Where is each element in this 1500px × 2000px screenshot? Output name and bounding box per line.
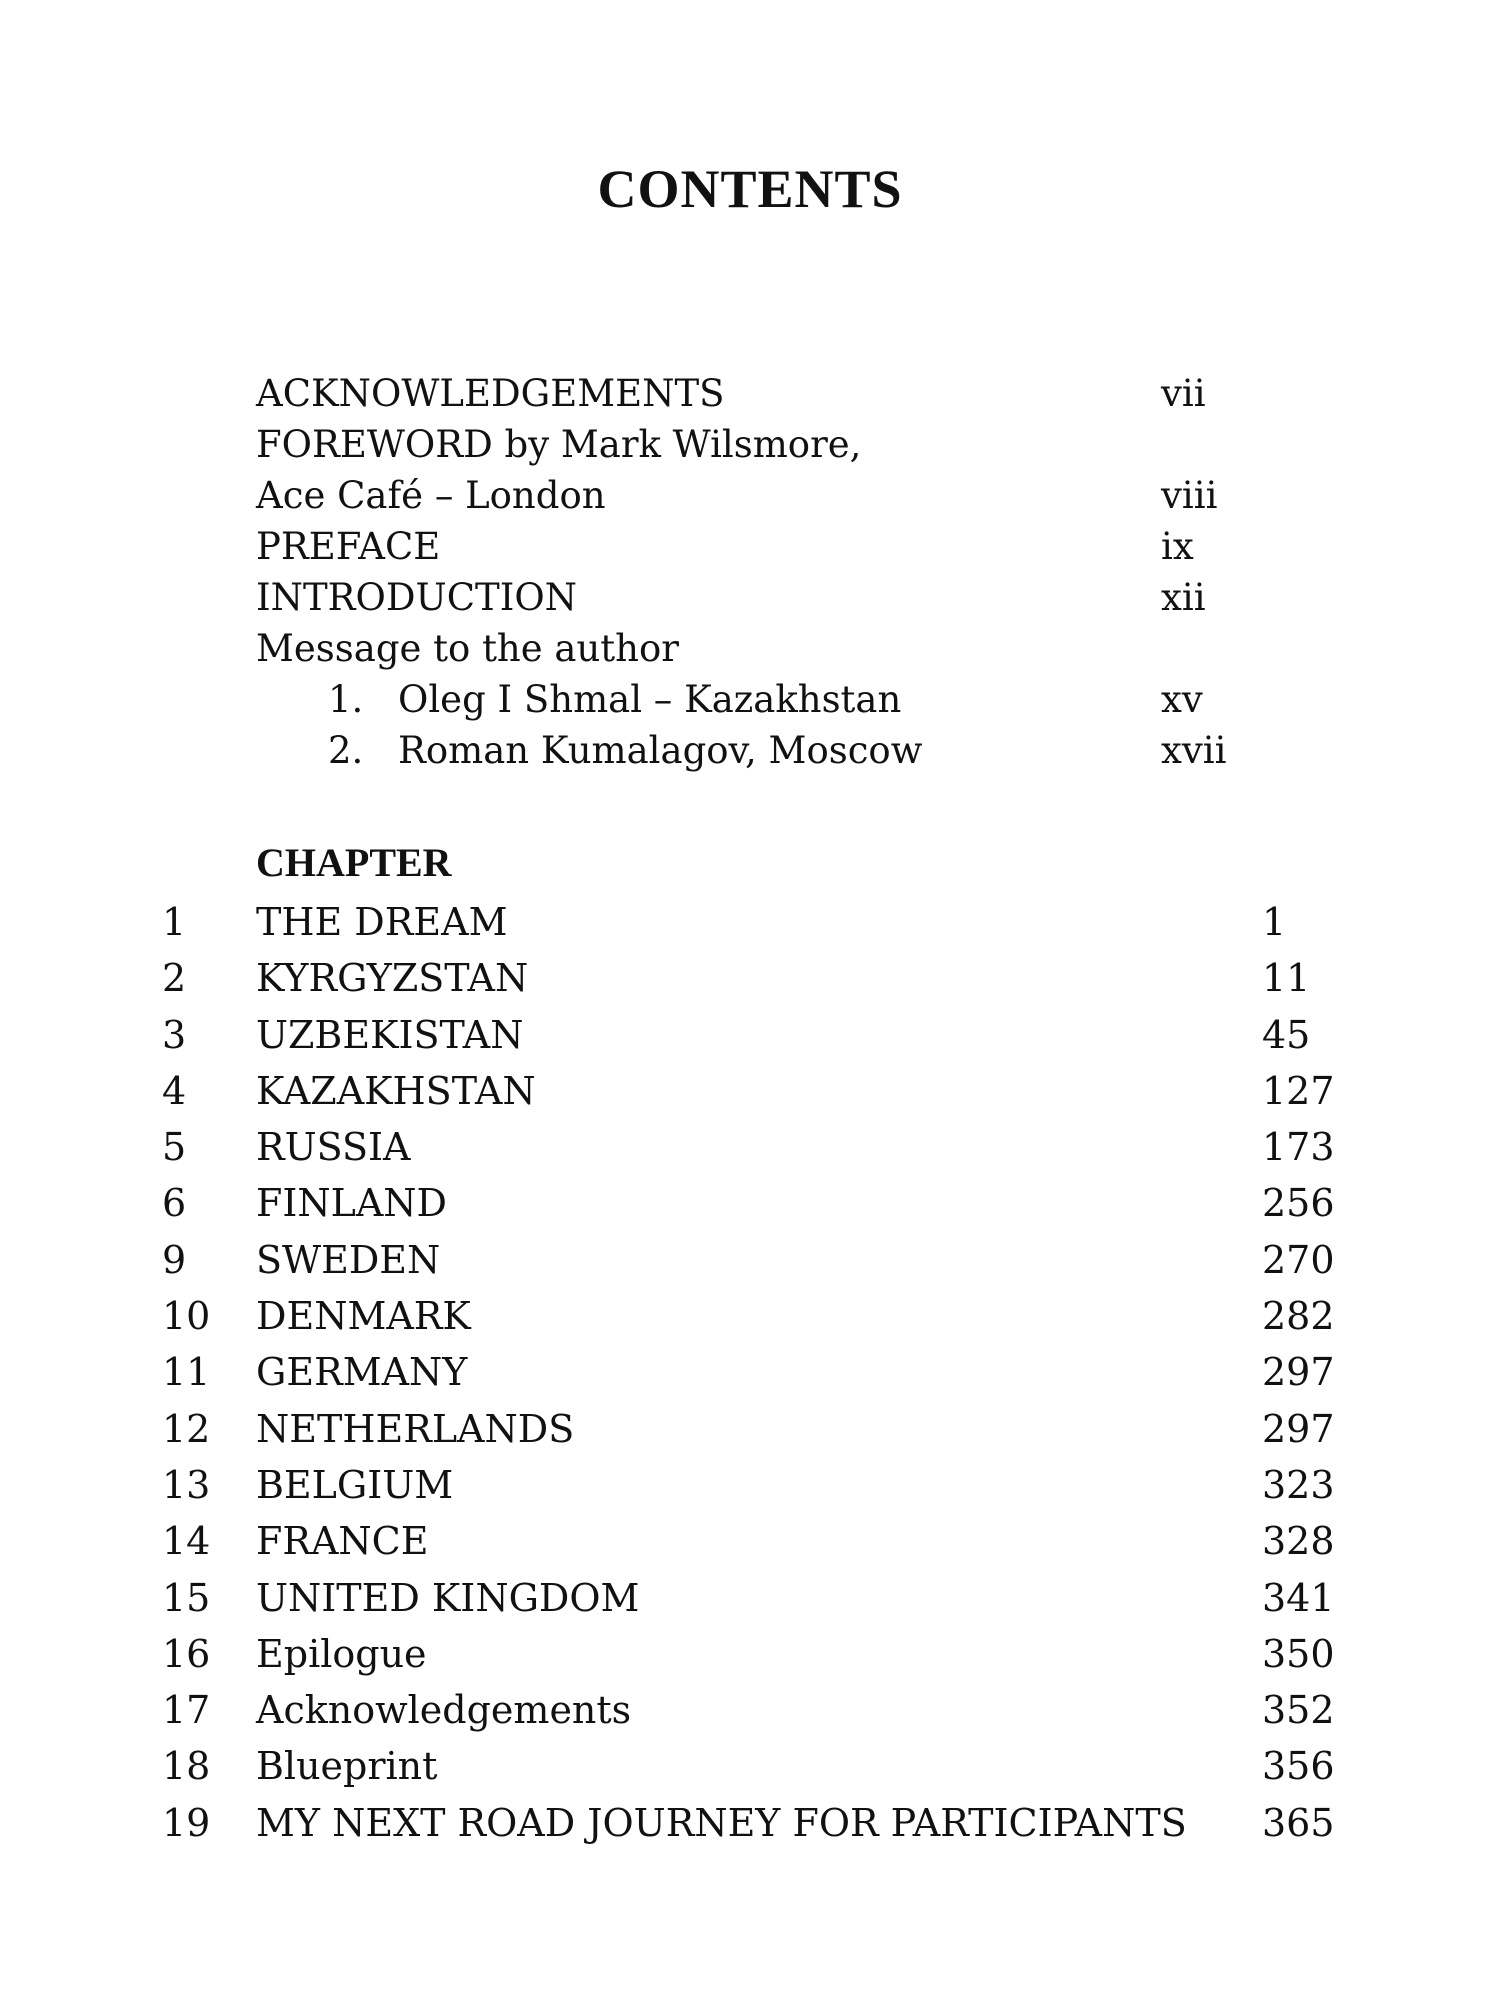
chapter-title: FINLAND: [256, 1181, 448, 1226]
toc-entry: [256, 521, 1256, 572]
chapter-page: 1: [1262, 900, 1287, 944]
page-title: CONTENTS: [597, 159, 903, 219]
chapter-entry: [162, 1007, 1362, 1063]
chapter-page: 297: [1262, 1350, 1335, 1395]
toc-entry-page: vii: [1161, 372, 1206, 415]
chapter-entry: [162, 1119, 1362, 1175]
chapter-number: 10: [162, 1294, 211, 1339]
chapter-page: 328: [1262, 1519, 1335, 1564]
chapter-number: 2: [162, 956, 187, 1001]
chapter-title: DENMARK: [256, 1294, 471, 1339]
toc-entry-page: ix: [1161, 525, 1194, 568]
toc-entry-label: INTRODUCTION: [256, 576, 578, 619]
chapter-page: 173: [1262, 1125, 1335, 1170]
toc-subentry-number: 1.: [328, 678, 364, 721]
chapter-title: NETHERLANDS: [256, 1406, 575, 1451]
toc-entry-label: FOREWORD by Mark Wilsmore,: [256, 423, 862, 466]
chapter-number: 13: [162, 1462, 211, 1507]
chapter-number: 11: [162, 1350, 211, 1395]
chapter-number: 18: [162, 1744, 211, 1789]
chapter-entry: [162, 894, 1362, 950]
chapter-number: 6: [162, 1181, 187, 1226]
chapter-title: GERMANY: [256, 1350, 468, 1395]
chapter-number: 9: [162, 1237, 187, 1282]
toc-entry-label: PREFACE: [256, 525, 441, 568]
chapter-title: SWEDEN: [256, 1237, 441, 1282]
chapter-title: THE DREAM: [256, 900, 508, 944]
chapter-title: FRANCE: [256, 1519, 429, 1564]
chapter-number: 14: [162, 1519, 211, 1564]
chapter-title: MY NEXT ROAD JOURNEY FOR PARTICIPANTS: [256, 1800, 1187, 1845]
chapter-page: 365: [1262, 1800, 1335, 1845]
toc-entry: [256, 368, 1256, 419]
chapter-entry: [162, 1288, 1362, 1344]
toc-entry: [256, 623, 1256, 674]
toc-subentry-page: xvii: [1161, 729, 1227, 772]
chapter-heading: CHAPTER: [256, 840, 452, 885]
chapter-page: 127: [1262, 1068, 1335, 1113]
toc-entry: [256, 572, 1256, 623]
chapter-entry: [162, 1626, 1362, 1682]
toc-entry-label: Ace Café – London: [256, 474, 606, 517]
toc-entry-label: Message to the author: [256, 627, 679, 670]
chapter-entry: [162, 1738, 1362, 1794]
chapter-title: RUSSIA: [256, 1125, 411, 1170]
chapter-entry: [162, 1795, 1362, 1851]
chapter-page: 11: [1262, 956, 1311, 1001]
toc-subentry-label: Oleg I Shmal – Kazakhstan: [398, 678, 902, 721]
chapter-page: 297: [1262, 1406, 1335, 1451]
chapter-page: 356: [1262, 1744, 1335, 1789]
chapter-page: 45: [1262, 1012, 1311, 1057]
toc-subentry: [256, 725, 1256, 776]
chapter-entry: [162, 1232, 1362, 1288]
toc-entry-label: ACKNOWLEDGEMENTS: [256, 372, 725, 415]
chapter-entry: [162, 1513, 1362, 1569]
chapter-list: [162, 894, 1362, 1851]
chapter-number: 1: [162, 900, 187, 944]
chapter-number: 12: [162, 1406, 211, 1451]
chapter-entry: [162, 1570, 1362, 1626]
chapter-page: 341: [1262, 1575, 1335, 1620]
chapter-entry: [162, 1457, 1362, 1513]
chapter-page: 282: [1262, 1294, 1335, 1339]
chapter-title: Acknowledgements: [256, 1688, 632, 1733]
chapter-entry: [162, 1401, 1362, 1457]
chapter-number: 4: [162, 1068, 187, 1113]
toc-entry: [256, 470, 1256, 521]
chapter-page: 350: [1262, 1631, 1335, 1676]
chapter-title: UZBEKISTAN: [256, 1012, 524, 1057]
chapter-number: 3: [162, 1012, 187, 1057]
toc-subentry-label: Roman Kumalagov, Moscow: [398, 729, 923, 772]
chapter-title: UNITED KINGDOM: [256, 1575, 640, 1620]
chapter-number: 15: [162, 1575, 211, 1620]
chapter-title: Epilogue: [256, 1631, 427, 1676]
chapter-number: 16: [162, 1631, 211, 1676]
chapter-title: KAZAKHSTAN: [256, 1068, 536, 1113]
chapter-title: Blueprint: [256, 1744, 438, 1789]
chapter-title: KYRGYZSTAN: [256, 956, 529, 1001]
chapter-entry: [162, 1682, 1362, 1738]
chapter-entry: [162, 950, 1362, 1006]
toc-subentry: [256, 674, 1256, 725]
chapter-title: BELGIUM: [256, 1462, 454, 1507]
chapter-number: 5: [162, 1125, 187, 1170]
chapter-page: 352: [1262, 1688, 1335, 1733]
chapter-number: 17: [162, 1688, 211, 1733]
toc-subentry-page: xv: [1161, 678, 1203, 721]
toc-subentry-number: 2.: [328, 729, 364, 772]
chapter-number: 19: [162, 1800, 211, 1845]
chapter-entry: [162, 1063, 1362, 1119]
toc-entry-page: viii: [1161, 474, 1218, 517]
chapter-page: 323: [1262, 1462, 1335, 1507]
chapter-page: 256: [1262, 1181, 1335, 1226]
chapter-entry: [162, 1344, 1362, 1400]
chapter-page: 270: [1262, 1237, 1335, 1282]
toc-entry: [256, 419, 1256, 470]
toc-entry-page: xii: [1161, 576, 1206, 619]
chapter-entry: [162, 1175, 1362, 1231]
front-matter-list: [256, 368, 1256, 776]
